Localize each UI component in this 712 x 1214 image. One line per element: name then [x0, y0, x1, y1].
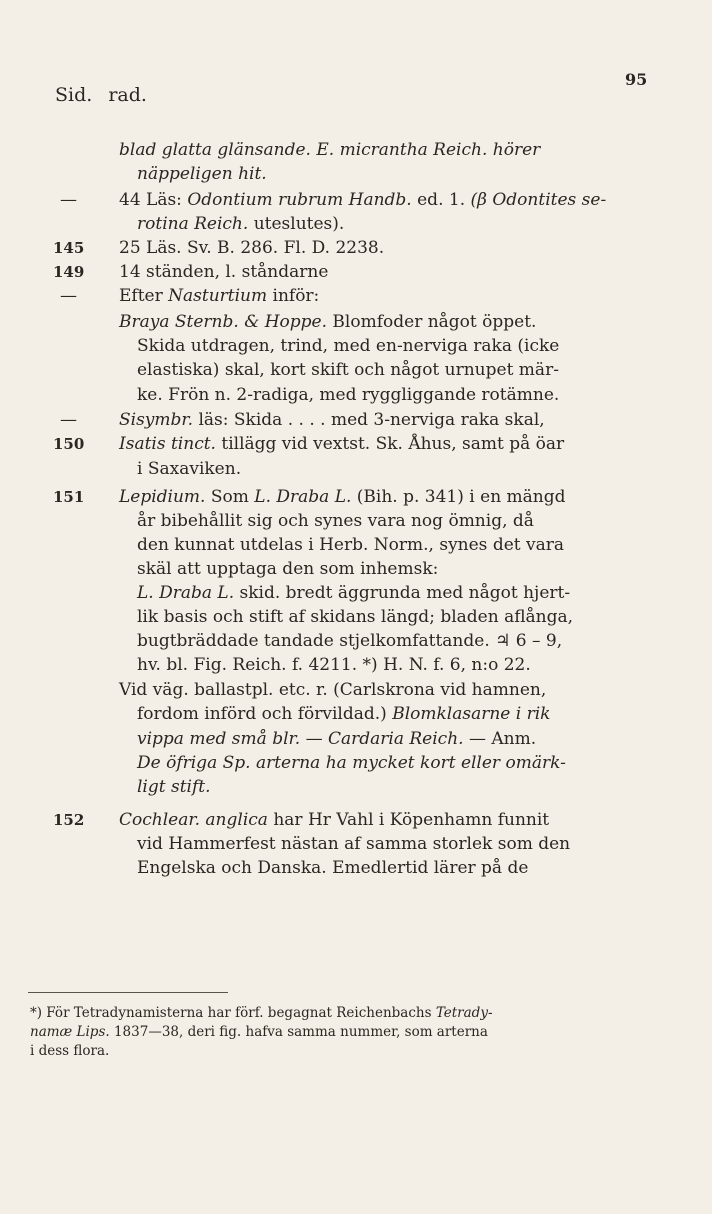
text-run: 1837—38, deri fig. hafva samma nummer, som arterna — [109, 1024, 488, 1040]
text-run: Blomklasarne i rik — [392, 704, 551, 724]
errata-line — [119, 678, 664, 702]
text-run: Lepidium. — [119, 487, 206, 507]
text-run: *) För Tetradynamisterna har förf. begagnat Reichenbachs — [30, 1005, 436, 1021]
text-run: hv. bl. Fig. Reich. f. 4211. *) H. N. f. 6, n:o 22. — [137, 655, 531, 675]
text-run: Odontium rubrum Handb. — [187, 190, 412, 210]
text-run: (Bih. p. 341) i en mängd — [351, 487, 566, 507]
text-run: läs: Skida . . . . med 3-nerviga raka skal, — [193, 410, 545, 430]
text-run: i Saxaviken. — [137, 459, 242, 479]
text-run: den kunnat utdelas i Herb. Norm., synes det vara — [137, 535, 564, 555]
text-run: Engelska och Danska. Emedlertid lärer på de — [137, 858, 529, 878]
text-run: Blomfoder något öppet. — [327, 312, 537, 332]
errata-line — [119, 485, 664, 509]
text-run: Sisymbr. — [119, 410, 194, 430]
errata-line — [137, 653, 662, 677]
text-run: inför: — [267, 286, 320, 306]
errata-line — [137, 383, 662, 407]
footnote-divider — [28, 992, 228, 993]
text-run: Nasturtium — [168, 286, 268, 306]
column-header — [55, 84, 157, 106]
errata-line — [137, 727, 662, 751]
text-run: i dess flora. — [30, 1043, 110, 1059]
text-run: Skida utdragen, trind, med en-nerviga raka (icke — [137, 336, 560, 356]
errata-line — [137, 358, 662, 382]
text-run: fordom införd och förvildad.) — [137, 704, 393, 724]
errata-page-ref: — — [60, 190, 77, 210]
errata-line — [137, 856, 662, 880]
errata-line — [137, 533, 662, 557]
errata-line — [119, 432, 664, 456]
errata-page-ref: — — [60, 286, 77, 306]
errata-page-ref: 150 — [53, 435, 85, 453]
text-run: ed. 1. — [411, 190, 471, 210]
footnote — [30, 1004, 670, 1061]
text-run: L. Draba L. — [254, 487, 352, 507]
text-run: uteslutes). — [248, 214, 345, 234]
header-page-label: Sid. — [55, 84, 93, 106]
text-run: vid Hammerfest nästan af samma storlek som den — [137, 834, 571, 854]
text-run: Som — [205, 487, 255, 507]
text-run: 14 ständen, l. ståndarne — [119, 262, 329, 282]
errata-page-ref: 152 — [53, 811, 85, 829]
footnote-line — [30, 1042, 670, 1061]
text-run: Vid väg. ballastpl. etc. r. (Carlskrona vid hamnen, — [119, 680, 547, 700]
text-run: skid. bredt äggrunda med något hjert- — [234, 583, 571, 603]
text-run: Braya Sternb. & Hoppe. — [119, 312, 328, 332]
page-number: 95 — [625, 70, 648, 89]
errata-line — [137, 832, 662, 856]
text-run: Isatis tinct. — [119, 434, 216, 454]
footnote-line — [30, 1004, 670, 1023]
text-run: namæ Lips. — [30, 1024, 110, 1040]
errata-line — [137, 334, 662, 358]
errata-line — [119, 310, 664, 334]
errata-line — [137, 509, 662, 533]
errata-line — [137, 775, 662, 799]
text-run: 44 Läs: — [119, 190, 188, 210]
text-run: år bibehållit sig och synes vara nog ömnig, då — [137, 511, 534, 531]
text-run: bugtbräddade tandade stjelkomfattande. ♃ 6 – 9, — [137, 631, 563, 651]
text-run: vippa med små blr. — Cardaria Reich. — [137, 729, 464, 749]
errata-line — [119, 284, 664, 308]
errata-line — [119, 138, 664, 162]
text-run: elastiska) skal, kort skift och något urnupet mär- — [137, 360, 559, 380]
text-run: lik basis och stift af skidans längd; bladen aflånga, — [137, 607, 574, 627]
errata-line — [137, 605, 662, 629]
errata-line — [119, 808, 664, 832]
text-run: — Anm. — [463, 729, 537, 749]
errata-line — [119, 236, 664, 260]
errata-line — [137, 212, 662, 236]
errata-page-ref: 149 — [53, 263, 85, 281]
text-run: skäl att upptaga den som inhemsk: — [137, 559, 439, 579]
errata-line — [137, 457, 662, 481]
errata-line — [137, 162, 662, 186]
text-run: ke. Frön n. 2-radiga, med ryggliggande rotämne. — [137, 385, 560, 405]
errata-line — [137, 557, 662, 581]
text-run: blad glatta glänsande. E. micrantha Reich. hörer — [119, 140, 541, 160]
footnote-line — [30, 1023, 670, 1042]
text-run: Cochlear. anglica — [119, 810, 268, 830]
text-run: tillägg vid vextst. Sk. Åhus, samt på öar — [215, 434, 565, 454]
errata-line — [119, 260, 664, 284]
errata-line — [119, 408, 664, 432]
text-run: Tetrady- — [435, 1005, 493, 1021]
errata-page-ref: — — [60, 410, 77, 430]
errata-line — [137, 702, 662, 726]
text-run: De öfriga Sp. arterna ha mycket kort eller omärk- — [137, 753, 566, 773]
errata-page-ref: 151 — [53, 488, 85, 506]
errata-line — [137, 581, 662, 605]
text-run: ligt stift. — [137, 777, 211, 797]
errata-line — [137, 629, 662, 653]
text-run: rotina Reich. — [137, 214, 249, 234]
errata-line — [119, 188, 664, 212]
text-run: näppeligen hit. — [137, 164, 267, 184]
text-run: L. Draba L. — [137, 583, 235, 603]
text-run: 25 Läs. Sv. B. 286. Fl. D. 2238. — [119, 238, 385, 258]
text-run: (β Odontites se- — [470, 190, 607, 210]
text-run: har Hr Vahl i Köpenhamn funnit — [267, 810, 550, 830]
errata-line — [137, 751, 662, 775]
header-line-label: rad. — [108, 84, 147, 106]
text-run: Efter — [119, 286, 169, 306]
errata-page-ref: 145 — [53, 239, 85, 257]
